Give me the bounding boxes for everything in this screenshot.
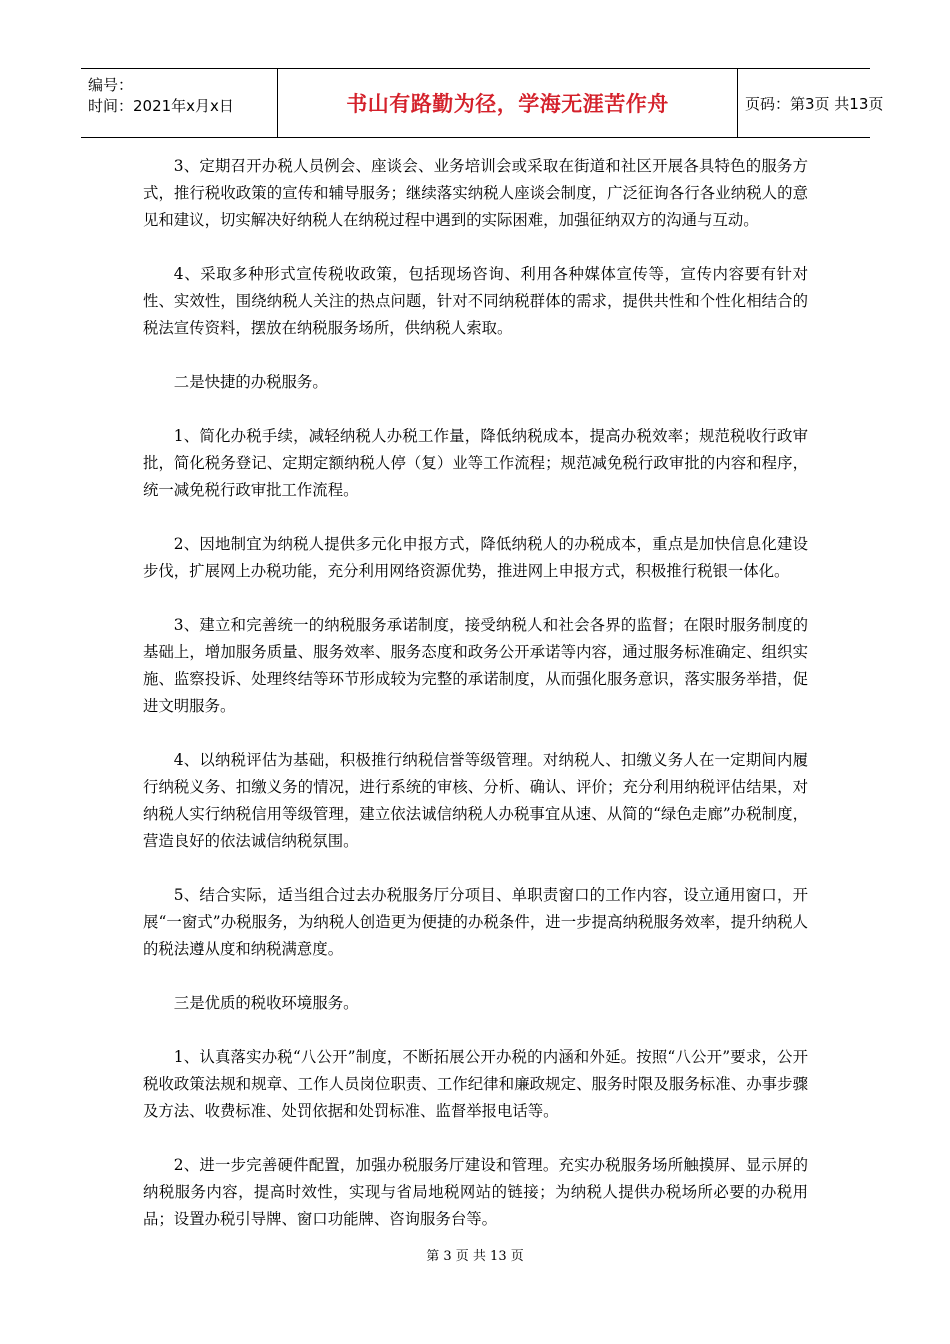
paragraph: 4、采取多种形式宣传税收政策，包括现场咨询、利用各种媒体宣传等，宣传内容要有针对性、实效性，围绕纳税人关注的热点问题，针对不同纳税群体的需求，提供共性和个性化相结合的税法宣传资料，摆放在纳税服务场所，供纳税人索取。 <box>143 265 808 337</box>
paragraph: 2、因地制宜为纳税人提供多元化申报方式，降低纳税人的办税成本，重点是加快信息化建设步伐，扩展网上办税功能，充分利用网络资源优势，推进网上申报方式，积极推行税银一体化。 <box>143 535 808 580</box>
paragraph: 1、认真落实办税“八公开”制度，不断拓展公开办税的内涵和外延。按照“八公开”要求，公开税收政策法规和规章、工作人员岗位职责、工作纪律和廉政规定、服务时限及服务标准、办事步骤及方法、收费标准、处罚依据和处罚标准、监督举报电话等。 <box>143 1048 808 1120</box>
section-heading: 二是快捷的办税服务。 <box>173 373 328 391</box>
motto-text: 书山有路勤为径，学海无涯苦作舟 <box>346 92 669 116</box>
paragraph: 1、简化办税手续，减轻纳税人办税工作量，降低纳税成本，提高办税效率；规范税收行政审批，简化税务登记、定期定额纳税人停（复）业等工作流程；规范减免税行政审批的内容和程序，统一减免税行政审批工作流程。 <box>143 427 808 499</box>
paragraph: 5、结合实际，适当组合过去办税服务厅分项目、单职责窗口的工作内容，设立通用窗口，开展“一窗式”办税服务，为纳税人创造更为便捷的办税条件，进一步提高纳税服务效率，提升纳税人的税法遵从度和纳税满意度。 <box>143 886 808 958</box>
paragraph: 4、以纳税评估为基础，积极推行纳税信誉等级管理。对纳税人、扣缴义务人在一定期间内履行纳税义务、扣缴义务的情况，进行系统的审核、分析、确认、评价；充分利用纳税评估结果，对纳税人实行纳税信用等级管理，建立依法诚信纳税人办税事宜从速、从简的“绿色走廊”办税制度，营造良好的依法诚信纳税氛围。 <box>143 751 808 850</box>
header-motto-cell <box>277 69 738 137</box>
document-number-label: 编号： <box>88 76 134 94</box>
page-header <box>81 68 884 138</box>
document-date-label: 时间：2021年x月x日 <box>88 97 234 115</box>
header-page-code: 页码：第3页 共13页 <box>745 94 884 113</box>
header-info-cell <box>81 69 277 137</box>
paragraph: 2、进一步完善硬件配置，加强办税服务厅建设和管理。充实办税服务场所触摸屏、显示屏的纳税服务内容，提高时效性，实现与省局地税网站的链接；为纳税人提供办税场所必要的办税用品；设置办税引导牌、窗口功能牌、咨询服务台等。 <box>143 1156 808 1228</box>
paragraph: 3、建立和完善统一的纳税服务承诺制度，接受纳税人和社会各界的监督；在限时服务制度的基础上，增加服务质量、服务效率、服务态度和政务公开承诺等内容，通过服务标准确定、组织实施、监察投诉、处理终结等环节形成较为完整的承诺制度，从而强化服务意识，落实服务举措，促进文明服务。 <box>143 616 808 715</box>
page-footer <box>0 1245 950 1264</box>
paragraph: 3、定期召开办税人员例会、座谈会、业务培训会或采取在街道和社区开展各具特色的服务方式，推行税收政策的宣传和辅导服务；继续落实纳税人座谈会制度，广泛征询各行各业纳税人的意见和建议，切实解决好纳税人在纳税过程中遇到的实际困难，加强征纳双方的沟通与互动。 <box>143 157 808 229</box>
document-body <box>143 153 808 1260</box>
header-page-cell <box>737 69 884 137</box>
section-heading: 三是优质的税收环境服务。 <box>173 994 359 1012</box>
footer-page-number: 第 3 页 共 13 页 <box>426 1249 524 1264</box>
